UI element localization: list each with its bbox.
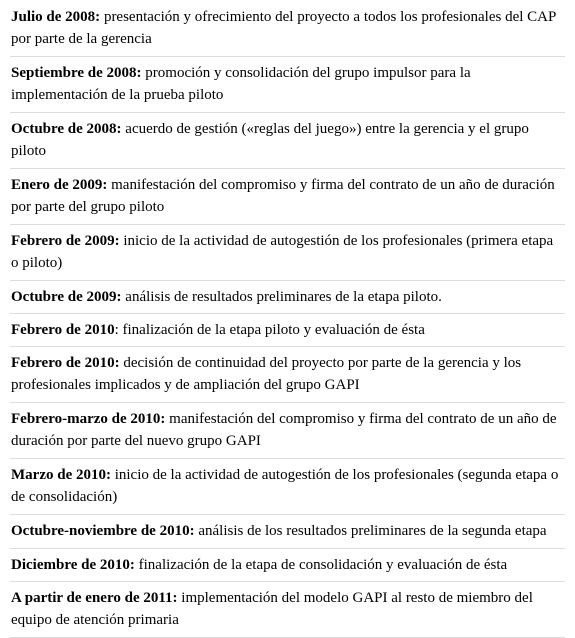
timeline-row <box>10 169 565 225</box>
timeline-entry <box>10 314 565 347</box>
entry-text: análisis de resultados preliminares de la etapa piloto. <box>121 289 442 305</box>
timeline-row <box>10 459 565 515</box>
timeline-row <box>10 225 565 281</box>
timeline-row <box>10 582 565 638</box>
timeline-row <box>10 403 565 459</box>
entry-text: inicio de la actividad de autogestión de los profesionales (segunda etapa o de consolidación) <box>11 467 559 505</box>
entry-date: Diciembre de 2010: <box>11 557 135 573</box>
entry-date: Febrero de 2009: <box>11 233 120 249</box>
entry-date: Octubre-noviembre de 2010: <box>11 523 195 539</box>
entry-text: : finalización de la etapa piloto y evaluación de ésta <box>114 322 425 338</box>
timeline-row <box>10 0 565 57</box>
entry-text: implementación del modelo GAPI al resto de miembro del equipo de atención primaria <box>11 590 533 628</box>
timeline-entry <box>10 281 565 314</box>
timeline-entry <box>10 113 565 169</box>
timeline-entry <box>10 582 565 638</box>
timeline-row <box>10 549 565 582</box>
timeline-body <box>10 0 565 638</box>
timeline-entry <box>10 403 565 459</box>
entry-date: Octubre de 2008: <box>11 121 122 137</box>
entry-date: Julio de 2008: <box>11 9 101 25</box>
timeline-entry <box>10 347 565 403</box>
timeline-entry <box>10 515 565 549</box>
entry-text: promoción y consolidación del grupo impulsor para la implementación de la prueba piloto <box>11 65 471 103</box>
entry-text: análisis de los resultados preliminares de la segunda etapa <box>194 523 547 539</box>
entry-text: acuerdo de gestión («reglas del juego») entre la gerencia y el grupo piloto <box>11 121 529 159</box>
entry-text: decisión de continuidad del proyecto por parte de la gerencia y los profesionales implicados y de ampliación del grupo GAPI <box>11 355 522 393</box>
entry-date: Septiembre de 2008: <box>11 65 142 81</box>
entry-text: presentación y ofrecimiento del proyecto a todos los profesionales del CAP por parte de la gerencia <box>11 9 556 47</box>
timeline-entry <box>10 57 565 113</box>
entry-date: A partir de enero de 2011: <box>11 590 178 606</box>
timeline-entry <box>10 169 565 225</box>
timeline-entry <box>10 549 565 582</box>
entry-date: Marzo de 2010: <box>11 467 111 483</box>
entry-text: finalización de la etapa de consolidación y evaluación de ésta <box>134 557 508 573</box>
timeline-entry <box>10 0 565 57</box>
entry-date: Octubre de 2009: <box>11 289 122 305</box>
timeline-entry <box>10 459 565 515</box>
timeline-table <box>10 0 565 638</box>
entry-date: Febrero de 2010 <box>11 322 115 338</box>
entry-text: manifestación del compromiso y firma del contrato de un año de duración por parte del nuevo grupo GAPI <box>11 411 557 449</box>
entry-text: inicio de la actividad de autogestión de los profesionales (primera etapa o piloto) <box>11 233 554 271</box>
entry-date: Enero de 2009: <box>11 177 108 193</box>
timeline-row <box>10 57 565 113</box>
timeline-row <box>10 314 565 347</box>
timeline-entry <box>10 225 565 281</box>
entry-date: Febrero-marzo de 2010: <box>11 411 166 427</box>
timeline-row <box>10 281 565 314</box>
timeline-row <box>10 515 565 549</box>
timeline-row <box>10 113 565 169</box>
entry-text: manifestación del compromiso y firma del contrato de un año de duración por parte del grupo piloto <box>11 177 555 215</box>
entry-date: Febrero de 2010: <box>11 355 120 371</box>
timeline-row <box>10 347 565 403</box>
